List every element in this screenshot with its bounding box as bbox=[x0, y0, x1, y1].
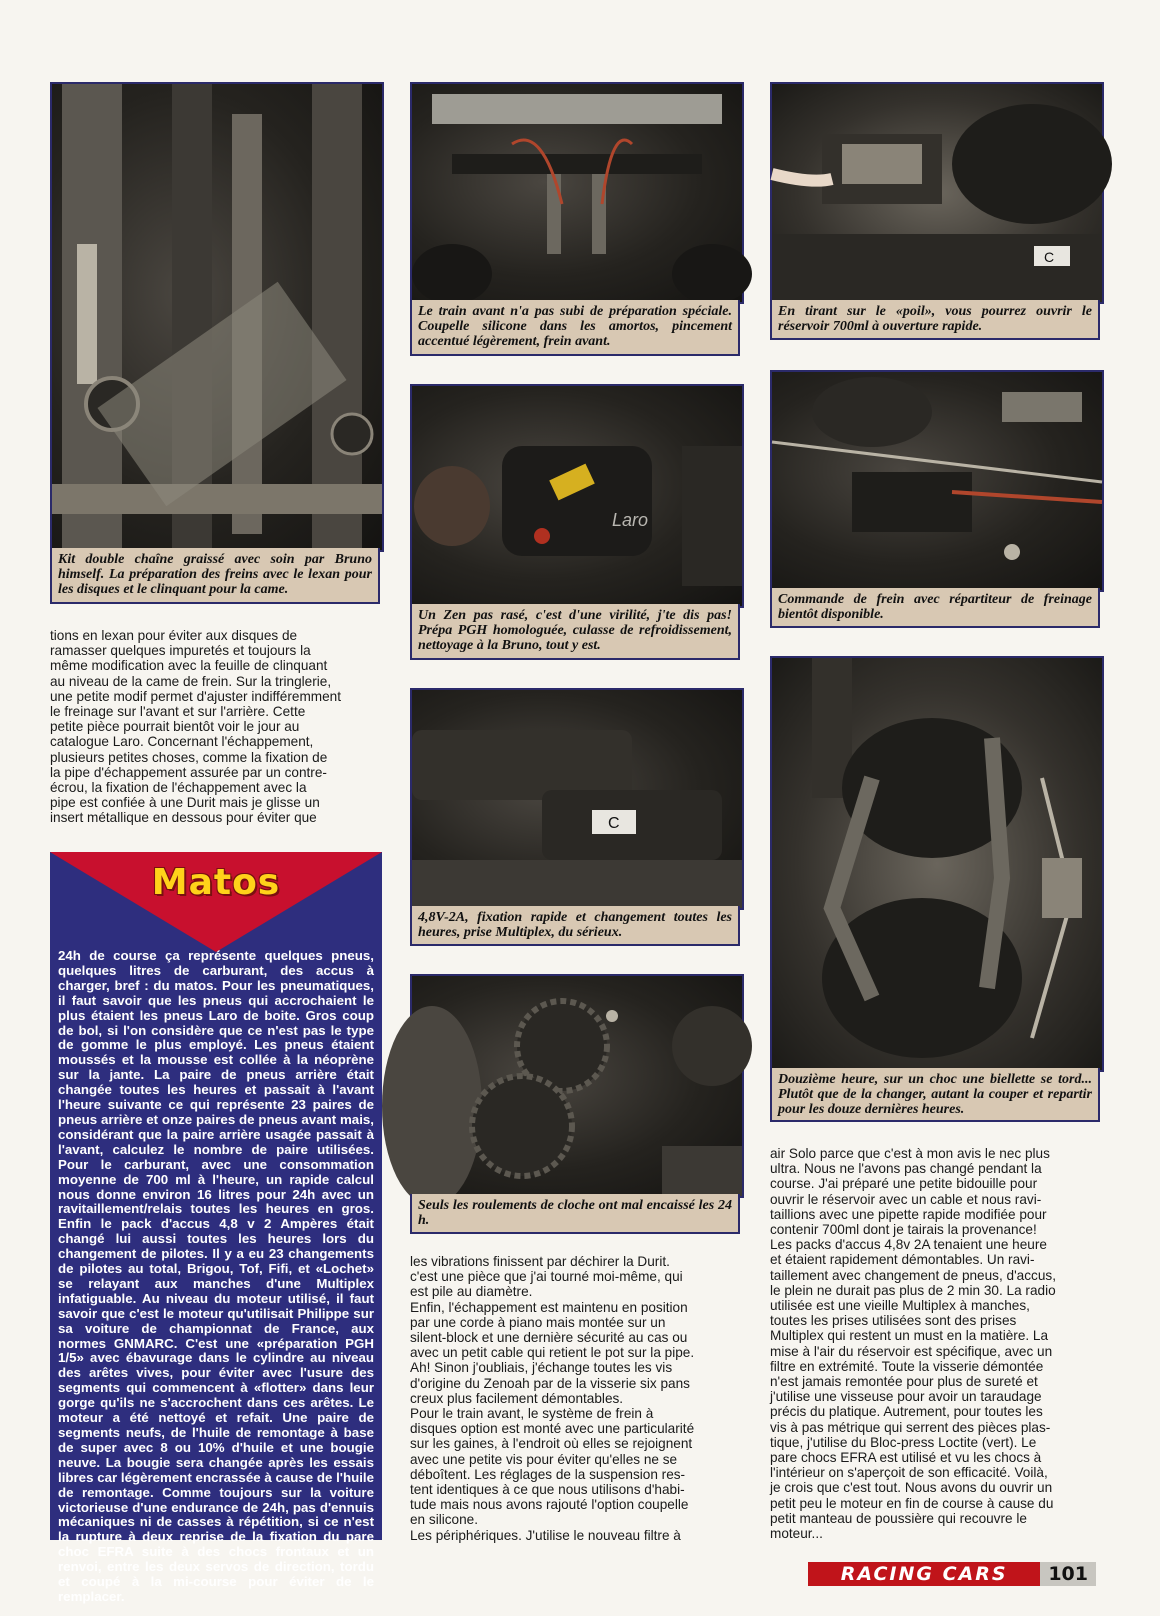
article-text-col1: tions en lexan pour éviter aux disques de ramasser quelques impuretés et toujours la même modification avec la feuille de clinquant au niveau de la came de frein. Sur la tringlerie, une petite modif permet d'ajuster indifféremment le freinage sur l'avant et sur l'arrière. Cette petite pièce pourrait bientôt voir le jour au catalogue Laro. Concernant l'échappement, plusieurs petites choses, comme la fixation de la pipe d'échappement assurée par un contre- écrou, la fixation de l'échappement avec la pipe est confiée à une Durit mais je glisse un insert métallique en dessous pour éviter que bbox=[50, 628, 341, 826]
engine-illustration bbox=[412, 386, 742, 606]
tank-label: C bbox=[1044, 249, 1055, 265]
photo-chain-kit bbox=[50, 82, 384, 552]
battery-label: C bbox=[608, 815, 620, 832]
tank-illustration bbox=[772, 84, 1102, 302]
front-train-illustration bbox=[412, 84, 742, 302]
photo-tank bbox=[770, 82, 1104, 304]
photo-clutch-bell bbox=[410, 974, 744, 1198]
caption-brake-control: Commande de frein avec répartiteur de freinage bientôt disponible. bbox=[770, 588, 1100, 628]
clutch-bell-illustration bbox=[412, 976, 742, 1196]
photo-battery bbox=[410, 688, 744, 910]
photo-engine bbox=[410, 384, 744, 608]
matos-box bbox=[50, 852, 382, 1604]
article-text-col2: les vibrations finissent par déchirer la Durit. c'est une pièce que j'ai tourné moi-même, qui est pile au diamètre. Enfin, l'échappement est maintenu en position par une corde à piano mais montée sur un silent-block et une dernière sécurité au cas ou avec un petit cable qui retient le pot sur la pipe. Ah! Sinon j'oubliais, j'échange toutes les vis d'origine du Zenoah par de la visserie six pans creux plus facilement démontables. Pour le train avant, le système de frein à disques option est monté avec une particularité sur les gaines, à l'endroit où elles se rejoignent avec une petite vis pour éviter qu'elles ne se déboîtent. Les réglages de la suspension res- tent identiques à ce que nous utilisons d'habi- tude mais nous avons rajouté l'option coupelle en silicone. Les périphériques. J'utilise le nouveau filtre à bbox=[410, 1254, 695, 1543]
article-text-col3: air Solo parce que c'est à mon avis le nec plus ultra. Nous ne l'avons pas changé pendant la course. J'ai préparé une petite bidouille pour ouvrir le réservoir avec un cable et nous ravi- taillions avec une pipette rapide modifiée pour contenir 700ml dont je tairais la provenance! Les packs d'accus 4,8v 2A tenaient une heure et étaient rapidement démontables. Un ravi- taillement avec changement de pneus, d'accus, le plein ne durait pas plus de 2 min 30. La radio utilisée est une vieille Multiplex à manches, toutes les prises utilisées sont des prises Multiplex qui restent un must en la matière. La mise à l'air du réservoir est spécifique, avec un filtre en extrémité. Toute la visserie démontée n'est jamais remontée pour plus de sureté et j'utilise une visseuse pour avoir un taraudage précis du platique. Autrement, pour toutes les vis à pas métrique qui serrent des pièces plas- tique, j'utilise du Bloc-press Loctite (vert). Le pare chocs EFRA est utilisé et vu les chocs à l'intérieur on s'aperçoit de son efficacité. Voilà, je crois que c'est tout. Nous avons du ouvrir un petit peu le moteur en fin de course à cause du petit manteau de poussière qui recouvre le moteur... bbox=[770, 1146, 1056, 1542]
photo-front-train bbox=[410, 82, 744, 304]
caption-battery: 4,8V-2A, fixation rapide et changement toutes les heures, prise Multiplex, du sérieux. bbox=[410, 906, 740, 946]
bent-link-illustration bbox=[772, 658, 1102, 1070]
caption-tank: En tirant sur le «poil», vous pourrez ouvrir le réservoir 700ml à ouverture rapide. bbox=[770, 300, 1100, 340]
page-footer bbox=[808, 1562, 1096, 1586]
caption-engine: Un Zen pas rasé, c'est d'une virilité, j'te dis pas! Prépa PGH homologuée, culasse de refroidissement, nettoyage à la Bruno, tout y est. bbox=[410, 604, 740, 660]
engine-label: Laro bbox=[612, 510, 649, 530]
caption-chain-kit: Kit double chaîne graissé avec soin par Bruno himself. La préparation des freins avec le lexan pour les disques et le clinquant pour la came. bbox=[50, 548, 380, 604]
battery-illustration bbox=[412, 690, 742, 908]
page-number: 101 bbox=[1040, 1562, 1096, 1586]
caption-front-train: Le train avant n'a pas subi de préparation spéciale. Coupelle silicone dans les amortos, pincement accentué légèrement, frein avant. bbox=[410, 300, 740, 356]
caption-bent-link: Douzième heure, sur un choc une biellette se tord... Plutôt que de la changer, autant la couper et repartir pour les douze dernières heures. bbox=[770, 1068, 1100, 1122]
caption-clutch-bell: Seuls les roulements de cloche ont mal encaissé les 24 h. bbox=[410, 1194, 740, 1234]
matos-text: 24h de course ça représente quelques pneus, quelques litres de carburant, des accus à charger, bref : du matos. Pour les pneumatiques, il faut savoir que les pneus qui accrochaient le plus étaient les pneus Laro de boite. Gros coup de bol, si l'on considère que ce n'est pas le type de gomme le plus employé. Les pneus étaient moussés et la mousse est collée à la néoprène sur la jante. La paire de pneus arrière était changée toutes les heures et passait à l'avant l'heure suivante ce qui représente 23 paires de pneus arrière et onze paires de pneus avant mais, considérant que la paire arrière usagée passait à l'avant, calculez le nombre de paire utilisées. Pour le carburant, avec une consommation moyenne de 700 ml à l'heure, un rapide calcul nous donne environ 16 litres pour 24h avec un ravitaillement/relais toutes les heures en gros. Enfin le pack d'accus 4,8 v 2 Ampères était changé lui aussi toutes les heures lors du changement de pilotes. Il y a eu 23 changements de pilotes au total, Brigou, Tof, Fifi, et «Lochet» se relayant aux manches d'une Multiplex infatiguable. Au niveau du moteur utilisé, il faut savoir que c'est le moteur qu'utilisait Philippe sur sa voiture de championnat de France, aux normes GNMARC. C'est une «préparation PGH 1/5» avec ébavurage dans le cylindre au niveau des arêtes vives, pour éviter avec l'usure des segments qui commencent à «flotter» dans leur gorge qu'ils ne s'accrochent dans ces arêtes. Le moteur a été nettoyé et refait. Une paire de segments neufs, de l'huile de remontage à base de super avec 8 ou 10% d'huile et une bougie neuve. La bougie sera changée après les essais libres car légèrement encrassée à cause de l'huile de remontage. Comme toujours sur la voiture victorieuse d'une endurance de 24h, pas d'ennuis mécaniques ni de casses à répétition, si ce n'est la rupture à deux reprise de la fixation du pare choc EFRA suite à des chocs frontaux et un renvoi, entre les deux servos de direction, tordu et coupé à la mi-course pour éviter de le remplacer. bbox=[58, 948, 374, 1604]
chain-kit-illustration bbox=[52, 84, 382, 550]
brake-control-illustration bbox=[772, 372, 1102, 590]
photo-brake-control bbox=[770, 370, 1104, 592]
magazine-brand: RACING CARS bbox=[808, 1562, 1040, 1586]
matos-title: Matos bbox=[151, 862, 281, 903]
photo-bent-link bbox=[770, 656, 1104, 1072]
